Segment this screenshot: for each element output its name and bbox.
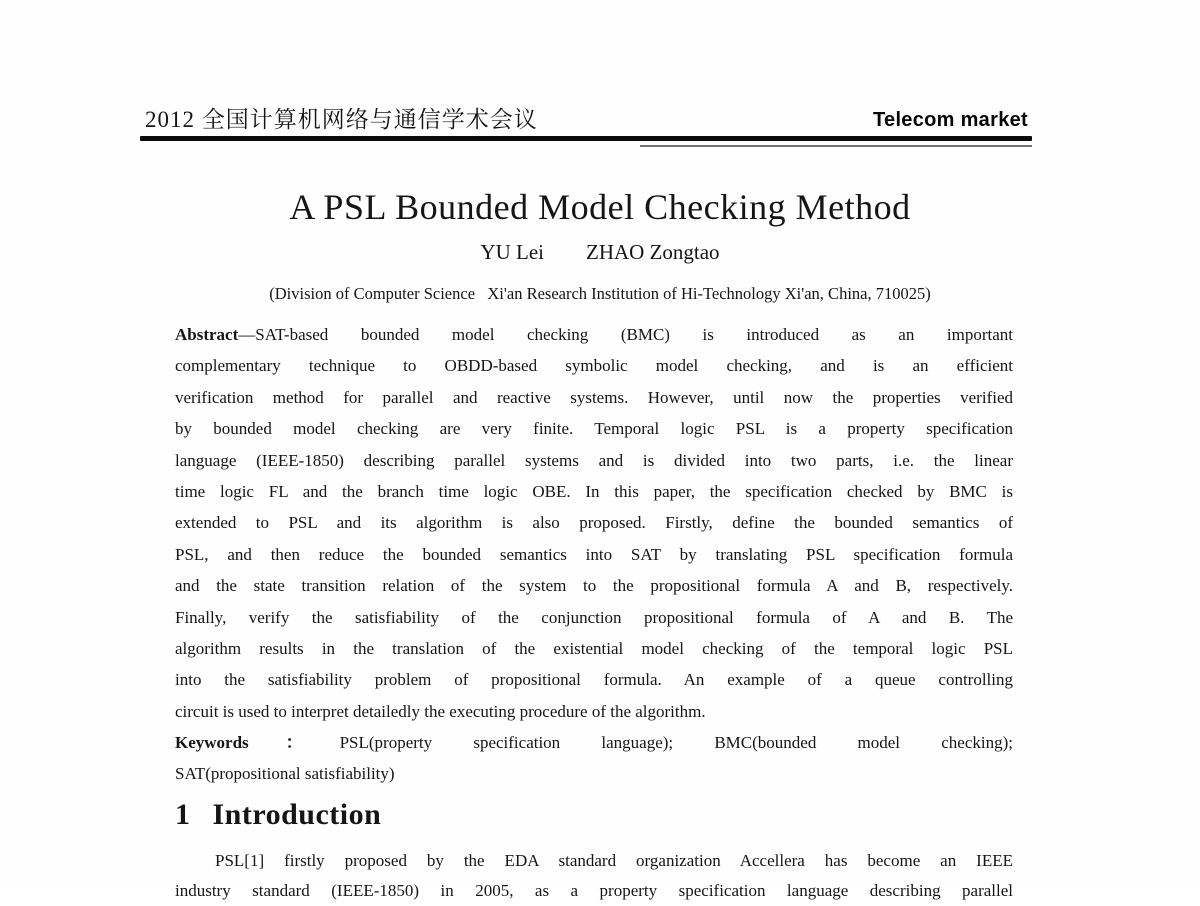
abstract-line: PSL, and then reduce the bounded semantics into SAT by translating PSL specification formula [175,544,1013,564]
abstract-text: —SAT-based bounded model checking (BMC) is introduced as an important [238,325,1013,344]
paper-title: A PSL Bounded Model Checking Method [289,187,911,227]
keywords-text: PSL(property specification language); BMC(bounded model checking); [339,733,1013,752]
abstract-line: into the satisfiability problem of propositional formula. An example of a queue controlling [175,670,1013,690]
abstract-line: extended to PSL and its algorithm is also proposed. Firstly, define the bounded semantics of [175,513,1013,533]
abstract-line [175,319,1013,350]
header-rule-secondary [640,145,1032,147]
abstract-line: by bounded model checking are very finite. Temporal logic PSL is a property specification [175,419,1013,439]
abstract-line: verification method for parallel and reactive systems. However, until now the properties verified [175,387,1013,407]
abstract-line: circuit is used to interpret detailedly the executing procedure of the algorithm. [175,701,706,721]
abstract-line: time logic FL and the branch time logic OBE. In this paper, the specification checked by BMC is [175,481,1013,501]
author-name: YU Lei [480,240,544,264]
abstract-line: language (IEEE-1850) describing parallel systems and is divided into two parts, i.e. the linear [175,450,1013,470]
abstract-line: Finally, verify the satisfiability of the conjunction propositional formula of A and B. The [175,607,1013,627]
introduction-block [175,846,1013,906]
authors-line [0,240,1200,265]
abstract-line: algorithm results in the translation of the existential model checking of the temporal logic PSL [175,638,1013,658]
abstract-line: and the state transition relation of the system to the propositional formula A and B, respectively. [175,576,1013,596]
intro-line-clipped: industry standard (IEEE-1850) in 2005, as a property specification language describing parallel [175,881,1013,900]
keywords-line [175,727,1013,758]
intro-line: PSL[1] firstly proposed by the EDA standard organization Accellera has become an IEEE [215,851,1013,870]
keywords-label: Keywords： [175,733,340,752]
journal-brand: Telecom market [872,109,1028,131]
section-title: Introduction [212,798,382,831]
keywords-line: SAT(propositional satisfiability) [175,764,395,784]
abstract-label: Abstract [175,325,239,344]
section-number: 1 [175,798,191,831]
keywords-block [175,727,1013,790]
abstract-line: complementary technique to OBDD-based symbolic model checking, and is an efficient [175,356,1013,376]
conference-header: 2012 全国计算机网络与通信学术会议 [145,107,538,132]
abstract-block [175,319,1013,727]
section-heading [175,798,381,832]
affiliation-line: (Division of Computer Science Xi'an Research Institution of Hi-Technology Xi'an, China, 710025) [269,284,931,303]
author-name: ZHAO Zongtao [586,240,720,264]
header-rule [140,136,1032,141]
